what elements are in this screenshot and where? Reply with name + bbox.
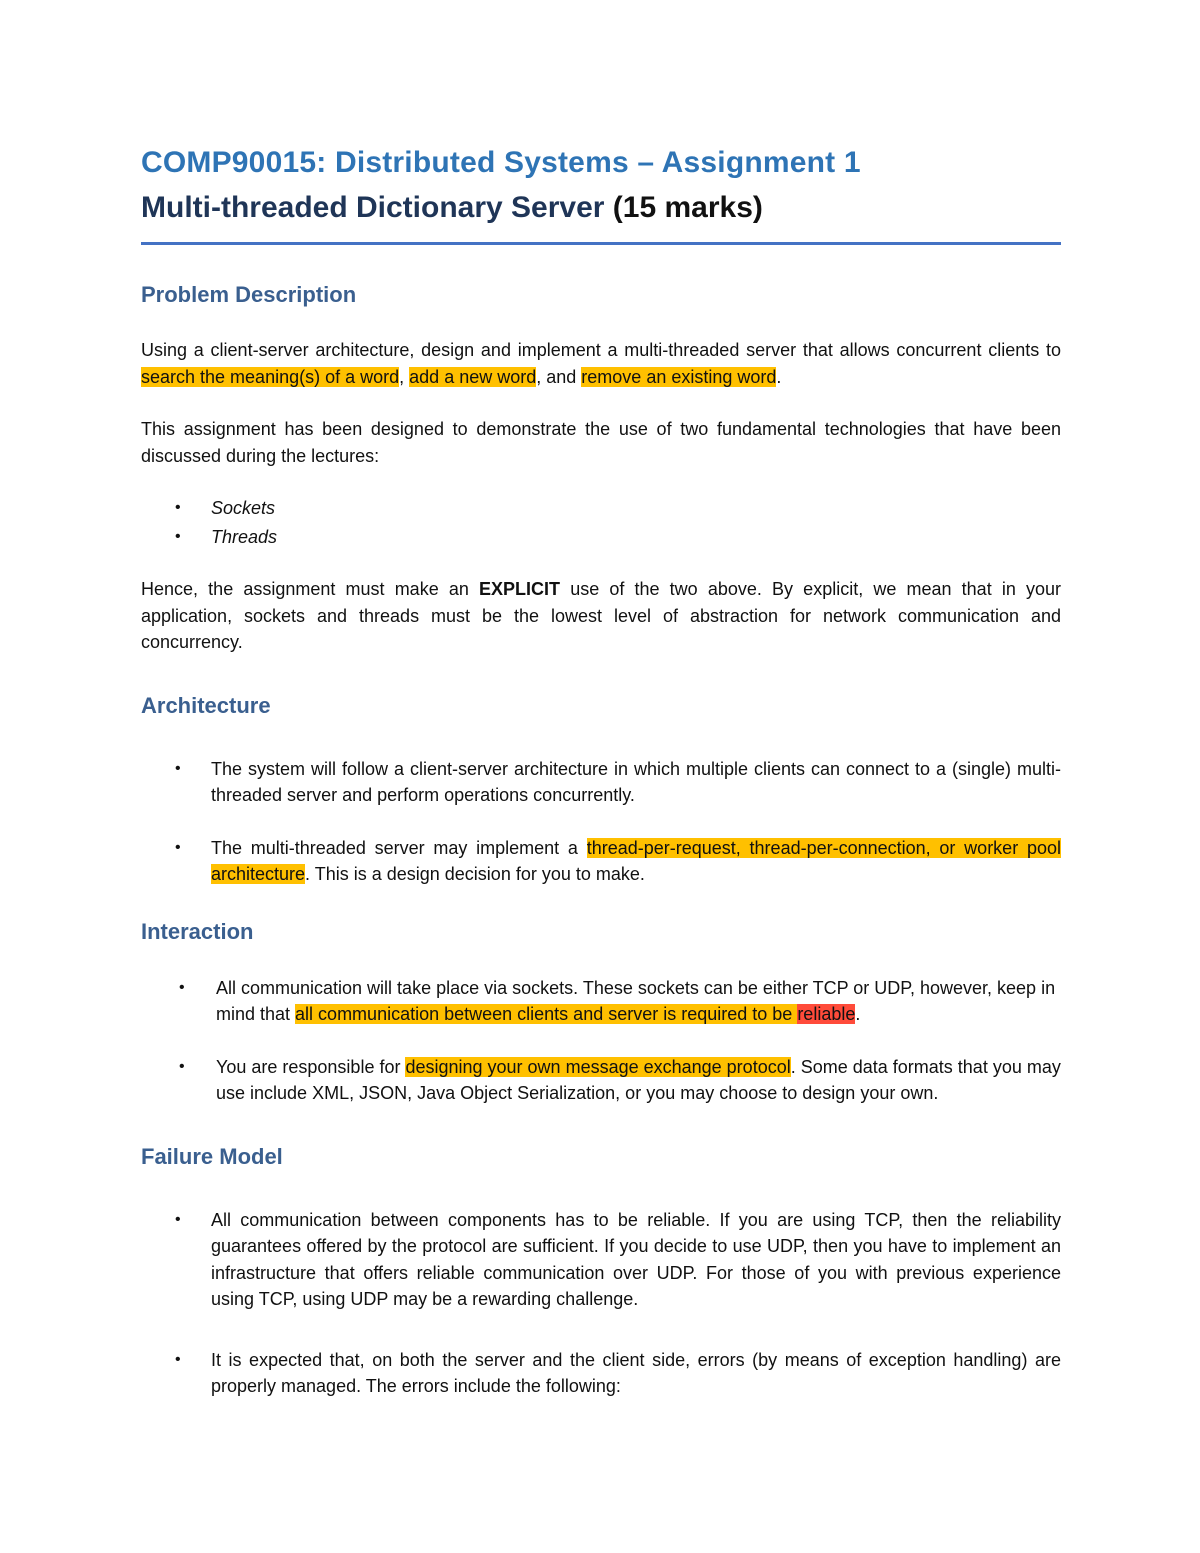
list-item xyxy=(141,495,1061,522)
problem-p3-text-b: use of the two above. By explicit, we mean that in your application, sockets and threads must be the lowest level of abstraction for network communication and concurrency. xyxy=(141,579,1062,652)
failure-list xyxy=(141,1207,1061,1400)
problem-p1-text-a: Using a client-server architecture, design and implement a multi-threaded server that allows concurrent clients to xyxy=(141,340,1061,360)
document-title: COMP90015: Distributed Systems – Assignment 1 xyxy=(141,146,861,179)
failure-heading: Failure Model xyxy=(141,1143,283,1169)
technology-list xyxy=(141,495,1061,550)
list-item xyxy=(141,1347,1061,1400)
architecture-bullet-1: The system will follow a client-server architecture in which multiple clients can connect to a (single) multi-threaded server and perform operations concurrently. xyxy=(211,758,1061,805)
problem-p1-text-c: , and xyxy=(536,366,582,387)
highlight-reliable-word: reliable xyxy=(797,1004,856,1024)
highlight-add-word: add a new word xyxy=(409,366,537,387)
problem-p1-text-b: , xyxy=(399,366,410,387)
subtitle-main: Multi-threaded Dictionary Server xyxy=(141,191,605,224)
bullet-icon: • xyxy=(175,1350,181,1368)
bullet-icon: • xyxy=(175,527,181,545)
architecture-list xyxy=(141,756,1061,888)
highlight-search-meaning: search the meaning(s) of a word xyxy=(141,366,400,387)
highlight-message-protocol: designing your own message exchange protocol xyxy=(405,1056,791,1077)
subtitle-marks: (15 marks) xyxy=(612,191,763,224)
highlight-thread-models: thread-per-request, thread-per-connection, or worker pool architecture xyxy=(211,837,1061,884)
list-item xyxy=(141,1054,1061,1107)
bullet-icon: • xyxy=(179,1057,185,1075)
highlight-reliable-communication: all communication between clients and server is required to be xyxy=(295,1004,798,1024)
document-subtitle xyxy=(141,186,1061,230)
title-divider xyxy=(141,242,1061,245)
interaction-b2-text-b: . Some data formats that you may use include XML, JSON, Java Object Serialization, or you may choose to design your own. xyxy=(216,1056,1061,1103)
interaction-heading: Interaction xyxy=(141,918,254,944)
document-page xyxy=(141,140,1061,1400)
problem-p1-text-d: . xyxy=(776,366,782,387)
bullet-icon: • xyxy=(175,1210,181,1228)
failure-bullet-2: It is expected that, on both the server and the client side, errors (by means of exception handling) are properly managed. The errors include the following: xyxy=(211,1349,1061,1396)
tech-threads: Threads xyxy=(211,526,278,547)
architecture-b2-text-a: The multi-threaded server may implement a xyxy=(211,837,587,858)
list-item xyxy=(141,524,1061,551)
list-item xyxy=(141,975,1061,1028)
problem-paragraph-1 xyxy=(141,337,1061,390)
interaction-b2-text-a: You are responsible for xyxy=(216,1056,406,1077)
explicit-emphasis: EXPLICIT xyxy=(479,579,561,599)
bullet-icon: • xyxy=(175,499,181,516)
highlight-remove-word: remove an existing word xyxy=(581,366,777,387)
architecture-b2-text-b: . This is a design decision for you to make. xyxy=(305,864,645,884)
architecture-heading: Architecture xyxy=(141,692,271,718)
interaction-list xyxy=(141,975,1061,1107)
interaction-b1-text-b: . xyxy=(855,1004,861,1024)
interaction-b1-text-a: All communication will take place via sockets. These sockets can be either TCP or UDP, however, keep in mind that xyxy=(216,977,1056,1024)
list-item xyxy=(141,756,1061,809)
problem-heading: Problem Description xyxy=(141,282,357,307)
list-item xyxy=(141,1207,1061,1313)
bullet-icon: • xyxy=(179,978,185,996)
bullet-icon: • xyxy=(175,759,181,777)
list-item xyxy=(141,835,1061,888)
problem-paragraph-2: This assignment has been designed to demonstrate the use of two fundamental technologies that have been discussed during the lectures: xyxy=(141,419,1061,466)
problem-p3-text-a: Hence, the assignment must make an xyxy=(141,579,480,599)
problem-paragraph-3 xyxy=(141,576,1061,656)
tech-sockets: Sockets xyxy=(211,498,276,518)
bullet-icon: • xyxy=(175,838,181,856)
failure-bullet-1: All communication between components has to be reliable. If you are using TCP, then the reliability guarantees offered by the protocol are sufficient. If you decide to use UDP, then you have to implement an infrastructure that offers reliable communication over UDP. For those of you with previous experience using TCP, using UDP may be a rewarding challenge. xyxy=(211,1209,1061,1309)
